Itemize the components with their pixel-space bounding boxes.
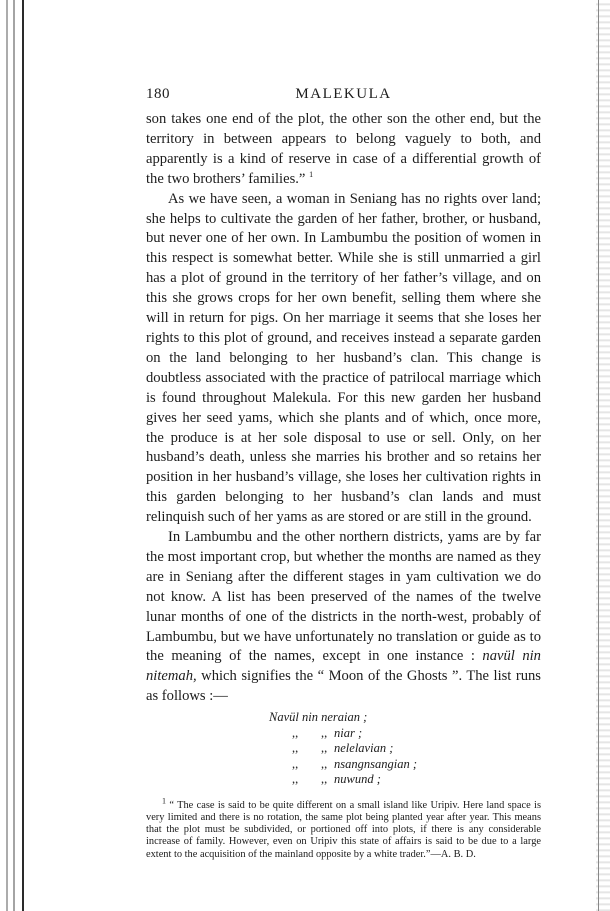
paragraph-1-text: son takes one end of the plot, the other son the other end, but the territory in between appears to belong vaguely to both, and apparently is a kind of reserve in case of a differential growth of the two brothers’ families.” [146,111,541,187]
moon-list-item [146,757,541,773]
paragraph-3-text-after: which signifies the “ Moon of the Ghosts ”. The list runs as follows :— [146,668,541,705]
body-text [146,110,541,707]
ditto-mark: ,, [292,741,299,756]
moon-name: nelelavian ; [334,741,394,756]
footnote-text-block [146,796,541,861]
ditto-mark: ,, [292,772,299,787]
moon-name: niar ; [334,725,363,740]
moon-name: nsangnsangian ; [334,756,417,771]
ditto-mark: ,, [321,772,328,787]
moon-list-item [146,726,541,742]
ditto-mark: ,, [321,756,328,771]
page-number: 180 [146,86,170,102]
ditto-mark: ,, [292,756,299,771]
footnote-text: “ The case is said to be quite different on a small island like Uripiv. Here land space is very limited and there is no rotation, the same plot being planted year after year. This means that the plot must be subdivided, or portioned off into plots, if there is any considerable increase of family. However, even on Uripiv this state of affairs is said to be due to a large extent to the acquisition of the mainland opposite by a white trader.”—A. B. D. [146,799,541,860]
footnote-marker: 1 [162,796,166,806]
paragraph-3-italic-term: navül nin nitemah, [146,648,541,685]
scan-left-edge [0,0,24,911]
ditto-mark: ,, [292,725,299,740]
page-header [146,86,541,110]
paragraph-2: As we have seen, a woman in Seniang has no rights over land; she helps to cultivate the garden of her father, brother, or husband, but never one of her own. In Lambumbu the position of women in this respect is somewhat better. While she is still unmarried a girl has a plot of ground in the territory of her father’s village, and on this she grows crops for her own benefit, selling them where she will in return for pigs. On her marriage it seems that she loses her rights to this plot of ground, and receives instead a separate garden on the land belonging to her husband’s clan. This change is doubtless associated with the practice of patrilocal marriage which is found throughout Malekula. For this new garden her husband gives her seed yams, which she plants and of which, once more, the produce is at her sole disposal to use or sell. Only, on her husband’s death, unless she marries his brother and so retains her position in her husband’s village, she loses her cultivation rights in this garden belonging to her husband’s clan lands and must relinquish such of her yams as are stored or are still in the ground. [146,190,541,526]
footnote-ref: 1 [309,169,314,179]
moon-names-list [146,710,541,788]
moon-list-item [146,710,541,726]
moon-list-item [146,772,541,788]
moon-name-first: Navül nin neraian ; [269,710,368,725]
book-page [146,86,541,861]
running-head: MALEKULA [295,86,392,102]
footnote [146,796,541,861]
paragraph-1 [146,110,541,190]
ditto-mark: ,, [321,725,328,740]
paragraph-3 [146,528,541,707]
scan-right-edge [596,0,610,911]
ditto-mark: ,, [321,741,328,756]
moon-list-item [146,741,541,757]
paragraph-3-text-before: In Lambumbu and the other northern districts, yams are by far the most important crop, but whether the months are named as they are in Seniang after the different stages in yam cultivation we do not know. A list has been preserved of the names of the twelve lunar months of one of the districts in the north-west, probably of Lambumbu, but we have unfortunately no translation or guide as to the meaning of the names, except in one instance : [146,529,541,665]
moon-name: nuwund ; [334,772,381,787]
